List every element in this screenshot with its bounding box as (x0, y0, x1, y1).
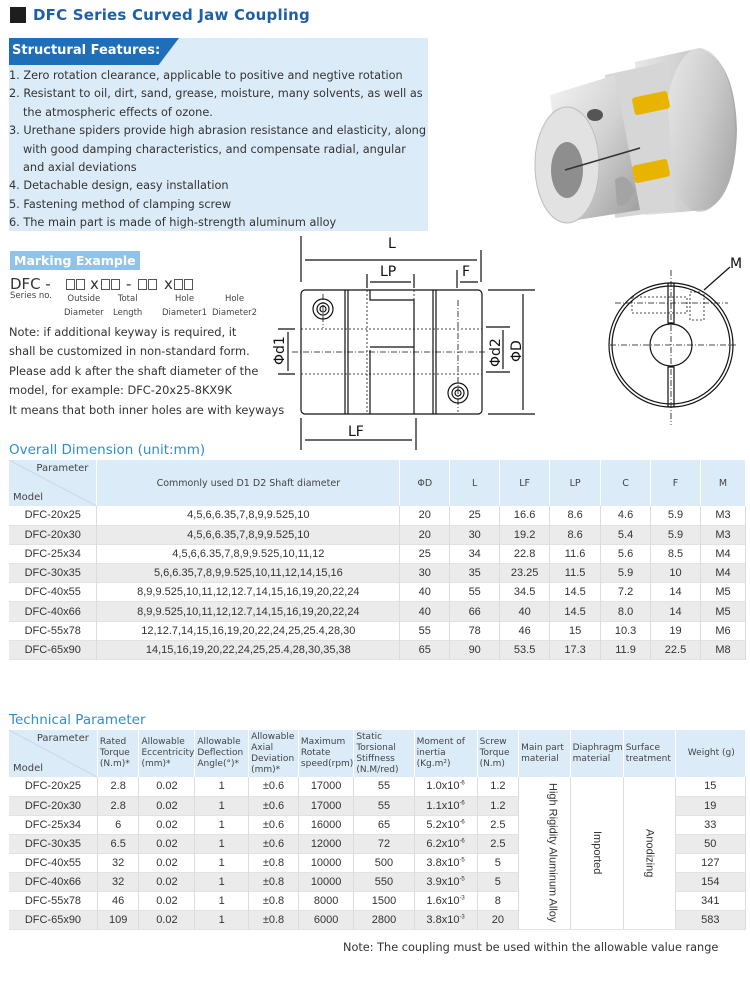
col-header: Moment of inertia (Kg.m²) (414, 730, 477, 777)
code-boxes-3 (138, 275, 158, 293)
code-boxes-1 (66, 275, 86, 293)
code-prefix: DFC - (10, 275, 51, 293)
col-header: Diaphragm material (570, 730, 623, 777)
label-LF: LF (348, 424, 364, 440)
total-length-label: Total Length (113, 294, 143, 318)
technical-parameter-table (9, 730, 746, 930)
feature-item: 2. Resistant to oil, dirt, sand, grease, moisture, many solvents, as well as the atmospheric effects of ozone. (9, 87, 423, 119)
tech-header-row (9, 730, 746, 777)
table-row: DFC-30x35 6.5 0.02 1 ±0.6 12000 72 $6.2x10^{-6}$ 2.5 50 (9, 834, 746, 853)
feature-item: 3. Urethane spiders provide high abrasion resistance and elasticity, along with good damping characteristics, and compensate radial, angular and axial deviations (9, 124, 426, 175)
diaphragm-cell: Imported (570, 777, 623, 929)
label-L: L (388, 236, 396, 252)
col-header: Commonly used D1 D2 Shaft diameter (97, 460, 400, 506)
features-heading: Structural Features: (12, 43, 161, 58)
corner-header: Parameter Model (9, 730, 97, 777)
code-sep-2: - (126, 275, 132, 293)
label-d2: Φd2 (488, 338, 504, 367)
footer-note: Note: The coupling must be used within the allowable value range (343, 941, 719, 954)
feature-item: 1. Zero rotation clearance, applicable to positive and negtive rotation (9, 69, 403, 82)
code-boxes-2 (101, 275, 121, 293)
col-header: Surface treatment (623, 730, 675, 777)
hole-diameter2-label: Hole Diameter2 (212, 294, 258, 318)
col-header: Allowable Eccentricity (mm)* (139, 730, 195, 777)
col-header: Screw Torque (N.m) (477, 730, 519, 777)
label-M: M (730, 256, 743, 272)
label-F: F (462, 264, 471, 280)
page-title (10, 6, 310, 24)
dimension-table-title: Overall Dimension (unit:mm) (9, 442, 206, 458)
table-row: DFC-40x55 8,9,9.525,10,11,12,12.7,14,15,16,19,20,22,24 40 55 34.5 14.5 7.2 14 M5 (9, 583, 746, 602)
col-header: F (651, 460, 701, 506)
keyway-note: Note: if additional keyway is required, it shall be customized in non-standard form. Please add k after the shaft diameter of the model, for example: DFC-20x25-8KX9K It means that both inner holes are with keyways (9, 325, 285, 417)
col-header: Allowable Deflection Angle(°)* (195, 730, 249, 777)
col-header: Static Torsional Stiffness (N.M/red) (354, 730, 414, 777)
table-row: DFC-20x30 4,5,6,6.35,7,8,9,9.525,10 20 30 19.2 8.6 5.4 5.9 M3 (9, 525, 746, 544)
surface-cell: Anodizing (623, 777, 675, 929)
label-LP: LP (380, 264, 397, 280)
corner-header: Parameter Model (9, 460, 97, 506)
col-header: Rated Torque (N.m)* (97, 730, 139, 777)
col-header: LP (550, 460, 601, 506)
table-row: DFC-65x90 14,15,16,19,20,22,24,25,25.4,28,30,35,38 65 90 53.5 17.3 11.9 22.5 M8 (9, 640, 746, 659)
code-sep-3: x (164, 275, 173, 293)
outside-diameter-label: Outside Diameter (64, 294, 104, 318)
code-boxes-4 (174, 275, 194, 293)
col-header: Main part material (519, 730, 571, 777)
col-header: Weight (g) (675, 730, 745, 777)
feature-item: 4. Detachable design, easy installation (9, 179, 229, 193)
label-d1: Φd1 (272, 336, 288, 365)
col-header: Allowable Axial Deviation (mm)* (249, 730, 299, 777)
table-row: DFC-20x25 2.8 0.02 1 ±0.6 17000 55 $1.0x10^{-6}$ 1.2 High Rigidity Aluminum Alloy Imported Anodizing 15 (9, 777, 746, 796)
col-header: Maximum Rotate speed(rpm) (298, 730, 353, 777)
table-row: DFC-40x55 32 0.02 1 ±0.8 10000 500 $3.8x10^{-5}$ 5 127 (9, 853, 746, 872)
table-row: DFC-40x66 32 0.02 1 ±0.8 10000 550 $3.9x10^{-5}$ 5 154 (9, 872, 746, 891)
table-row: DFC-30x35 5,6,6.35,7,8,9,9.525,10,11,12,14,15,16 30 35 23.25 11.5 5.9 10 M4 (9, 564, 746, 583)
feature-item: 5. Fastening method of clamping screw (9, 197, 232, 211)
dimension-drawing (270, 230, 750, 450)
series-label: Series no. (10, 291, 52, 301)
col-header: C (601, 460, 651, 506)
col-header: ΦD (400, 460, 450, 506)
hole-diameter1-label: Hole Diameter1 (162, 294, 208, 318)
features-list (9, 67, 428, 233)
dimension-table (9, 460, 746, 660)
page-title-text: DFC Series Curved Jaw Coupling (33, 6, 310, 24)
code-sep-1: x (90, 275, 99, 293)
table-row: DFC-55x78 12,12.7,14,15,16,19,20,22,24,25,25.4,28,30 55 78 46 15 10.3 19 M6 (9, 621, 746, 640)
marking-code (10, 275, 290, 319)
main-material-cell: High Rigidity Aluminum Alloy (519, 777, 571, 929)
table-row: DFC-40x66 8,9,9.525,10,11,12,12.7,14,15,16,19,20,22,24 40 66 40 14.5 8.0 14 M5 (9, 602, 746, 621)
table-row: DFC-25x34 6 0.02 1 ±0.6 16000 65 $5.2x10^{-6}$ 2.5 33 (9, 815, 746, 834)
table-row: DFC-20x30 2.8 0.02 1 ±0.6 17000 55 $1.1x10^{-6}$ 1.2 19 (9, 796, 746, 815)
col-header: L (450, 460, 500, 506)
dimension-header-row (9, 460, 746, 506)
coupling-product-image (505, 40, 745, 225)
label-D: ΦD (509, 340, 525, 362)
structural-features-panel (9, 38, 428, 231)
tech-table-title: Technical Parameter (9, 712, 146, 728)
feature-item: 6. The main part is made of high-strength aluminum alloy (9, 216, 337, 230)
marking-example-label: Marking Example (10, 251, 140, 270)
title-square-icon (10, 7, 26, 23)
col-header: LF (500, 460, 550, 506)
table-row: DFC-65x90 109 0.02 1 ±0.8 6000 2800 $3.8x10^{-3}$ 20 583 (9, 910, 746, 929)
table-row: DFC-25x34 4,5,6,6.35,7,8,9,9.525,10,11,12 25 34 22.8 11.6 5.6 8.5 M4 (9, 544, 746, 563)
col-header: M (700, 460, 745, 506)
table-row: DFC-55x78 46 0.02 1 ±0.8 8000 1500 $1.6x10^{-3}$ 8 341 (9, 891, 746, 910)
table-row: DFC-20x25 4,5,6,6.35,7,8,9,9.525,10 20 25 16.6 8.6 4.6 5.9 M3 (9, 506, 746, 525)
